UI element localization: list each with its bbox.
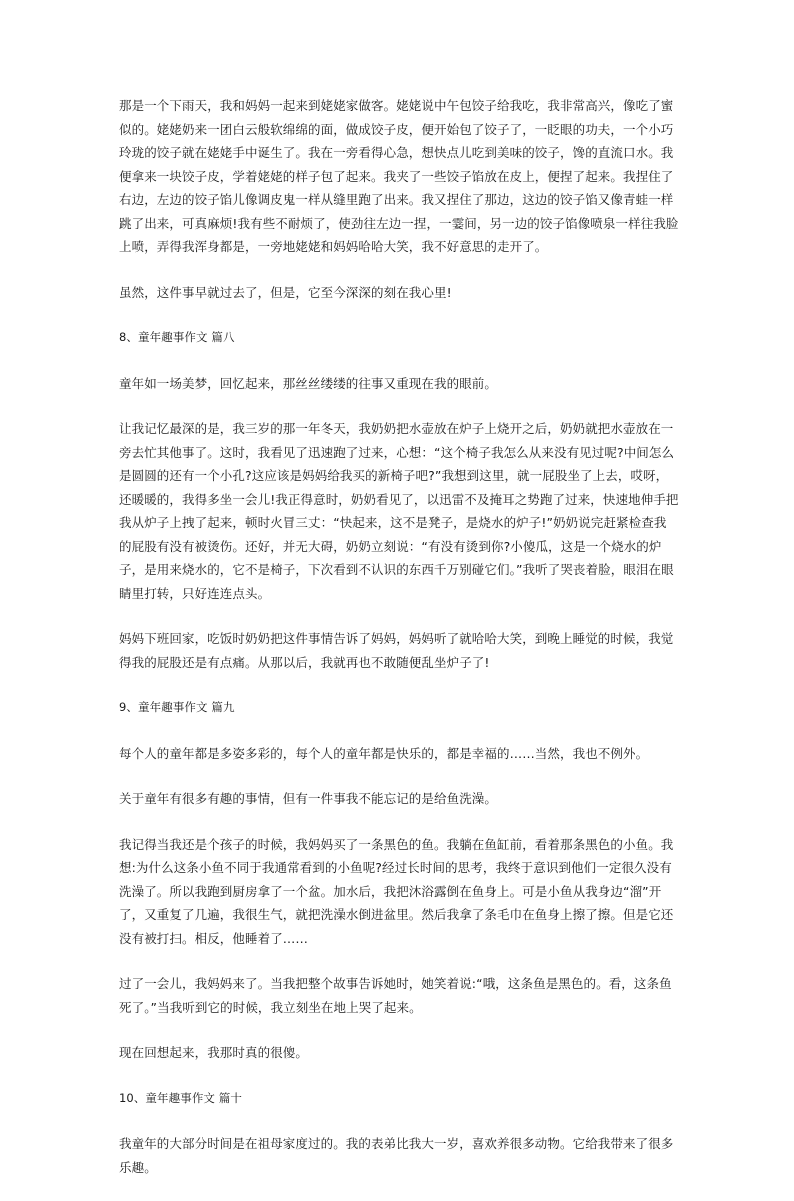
article-body xyxy=(119,94,679,1201)
section-heading: 8、童年趣事作文 篇八 xyxy=(119,330,235,344)
section-heading: 10、童年趣事作文 篇十 xyxy=(119,1090,242,1105)
paragraph: 那是一个下雨天，我和妈妈一起来到姥姥家做客。姥姥说中午包饺子给我吃，我非常高兴，像吃了蜜似的。姥姥奶来一团白云般软绵绵的面，做成饺子皮，便开始包了饺子了，一眨眼的功夫，一个小巧玲珑的饺子就在姥姥手中诞生了。我在一旁看得心急，想快点儿吃到美味的饺子，馋的直流口水。我便拿来一块饺子皮，学着姥姥的样子包了起来。我夹了一些饺子馅放在皮上，便捏了起来。我捏住了右边，左边的饺子馅儿像调皮鬼一样从缝里跑了出来。我又捏住了那边，这边的饺子馅又像青蛙一样跳了出来，可真麻烦!我有些不耐烦了，使劲往左边一捏，一霎间，另一边的饺子馅像喷泉一样往我脸上喷，弄得我浑身都是，一旁地姥姥和妈妈哈哈大笑，我不好意思的走开了。 xyxy=(119,98,679,254)
paragraph: 现在回想起来，我那时真的很傻。 xyxy=(119,1045,309,1060)
paragraph: 关于童年有很多有趣的事情，但有一件事我不能忘记的是给鱼洗澡。 xyxy=(119,791,498,806)
paragraph: 妈妈下班回家，吃饭时奶奶把这件事情告诉了妈妈，妈妈听了就哈哈大笑，到晚上睡觉的时候，我觉得我的屁股还是有点痛。从那以后，我就再也不敢随便乱坐炉子了! xyxy=(119,631,674,670)
paragraph: 我记得当我还是个孩子的时候，我妈妈买了一条黑色的鱼。我躺在鱼缸前，看着那条黑色的小鱼。我想:为什么这条小鱼不同于我通常看到的小鱼呢?经过长时间的思考，我终于意识到他们一定很久没有洗澡了。所以我跑到厨房拿了一个盆。加水后，我把沐浴露倒在鱼身上。可是小鱼从我身边“溜”开了，又重复了几遍，我很生气，就把洗澡水倒进盆里。然后我拿了条毛巾在鱼身上擦了擦。但是它还没有被打扫。相反，他睡着了…… xyxy=(119,836,674,946)
paragraph: 我童年的大部分时间是在祖母家度过的。我的表弟比我大一岁，喜欢养很多动物。它给我带来了很多乐趣。 xyxy=(119,1136,674,1175)
paragraph: 童年如一场美梦，回忆起来，那丝丝缕缕的往事又重现在我的眼前。 xyxy=(119,375,498,391)
paragraph: 每个人的童年都是多姿多彩的，每个人的童年都是快乐的，都是幸福的……当然，我也不例外。 xyxy=(119,745,649,761)
section-heading: 9、童年趣事作文 篇九 xyxy=(119,700,235,714)
paragraph: 让我记忆最深的是，我三岁的那一年冬天，我奶奶把水壶放在炉子上烧开之后，奶奶就把水壶放在一旁去忙其他事了。这时，我看见了迅速跑了过来，心想：“这个椅子我怎么从来没有见过呢?中间怎么是圆圆的还有一个小孔?这应该是妈妈给我买的新椅子吧?”我想到这里，就一屁股坐了上去，哎呀，还暖暖的，我得多坐一会儿!我正得意时，奶奶看见了，以迅雷不及掩耳之势跑了过来，快速地伸手把我从炉子上拽了起来，顿时火冒三丈：“快起来，这不是凳子，是烧水的炉子!”奶奶说完赶紧检查我的屁股有没有被烫伤。还好，并无大碍，奶奶立刻说：“有没有烫到你?小傻瓜，这是一个烧水的炉子，是用来烧水的，它不是椅子，下次看到不认识的东西千万别碰它们。”我听了哭丧着脸，眼泪在眼睛里打转，只好连连点头。 xyxy=(119,421,679,601)
paragraph: 过了一会儿，我妈妈来了。当我把整个故事告诉她时，她笑着说:“哦，这条鱼是黑色的。看，这条鱼死了。”当我听到它的时候，我立刻坐在地上哭了起来。 xyxy=(119,976,672,1015)
paragraph: 虽然，这件事早就过去了，但是，它至今深深的刻在我心里! xyxy=(119,284,452,300)
